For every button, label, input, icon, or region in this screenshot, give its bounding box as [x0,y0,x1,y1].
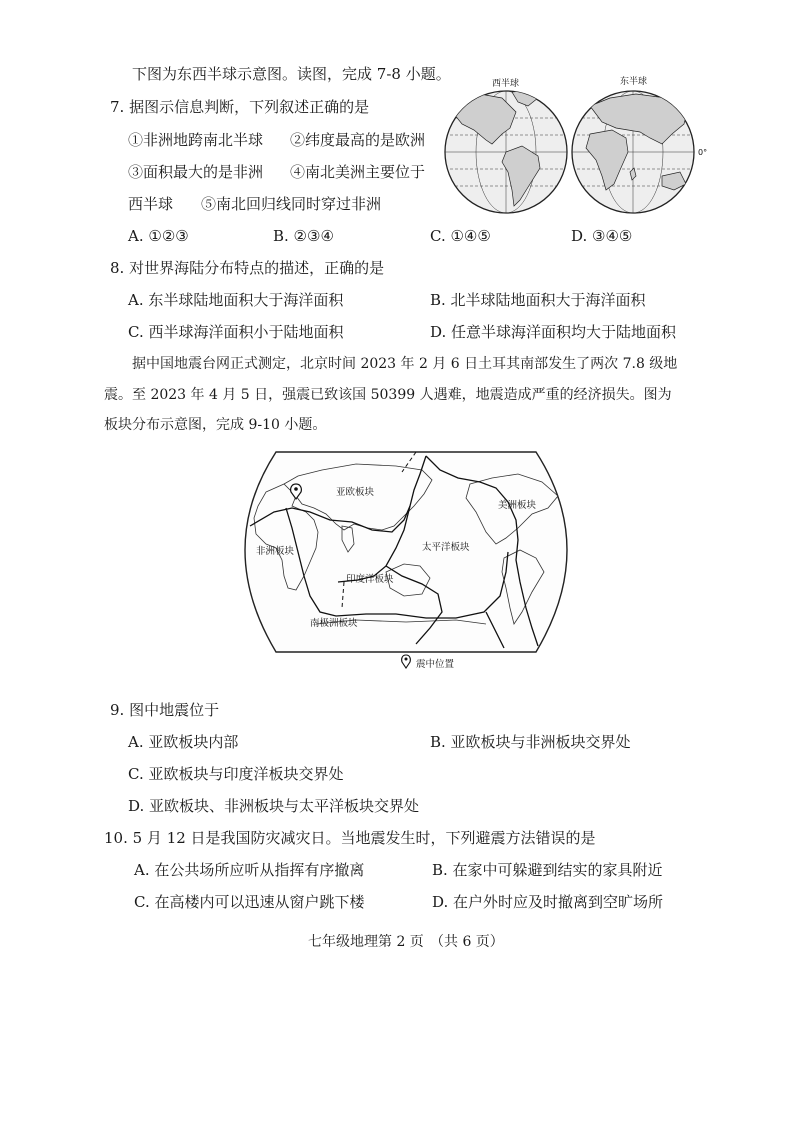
q7-option-c[interactable]: C. ①④⑤ [430,227,491,245]
question-7-stem: 7. 据图示信息判断，下列叙述正确的是 [110,98,370,116]
q7-statement-4: ④南北美洲主要位于 [290,163,426,181]
q7-statement-3: ③面积最大的是非洲 [128,163,264,181]
q10-option-c[interactable]: C. 在高楼内可以迅速从窗户跳下楼 [134,893,365,911]
q10-option-d[interactable]: D. 在户外时应及时撤离到空旷场所 [432,893,664,911]
q7-option-b[interactable]: B. ②③④ [273,227,334,245]
legend-epicenter-icon [402,655,411,668]
plate-map [226,448,586,673]
question-9-stem: 9. 图中地震位于 [110,701,220,719]
east-hemisphere-label: 东半球 [620,77,648,87]
legend-epicenter-label: 震中位置 [416,659,455,670]
west-hemisphere-label: 西半球 [492,79,520,89]
q7-statement-1: ①非洲地跨南北半球 [128,131,264,149]
q9-option-a[interactable]: A. 亚欧板块内部 [128,733,239,751]
q7-option-a[interactable]: A. ①②③ [128,227,189,245]
q9-option-c[interactable]: C. 亚欧板块与印度洋板块交界处 [128,765,344,783]
q7-statement-2: ②纬度最高的是欧洲 [290,131,426,149]
label-indian-plate: 印度洋板块 [346,574,394,585]
label-american-plate: 美洲板块 [498,500,537,511]
q7-option-d[interactable]: D. ③④⑤ [571,227,633,245]
equator-label: 0° [698,148,708,157]
passage-line-3: 板块分布示意图，完成 9-10 小题。 [104,417,327,433]
q7-statement-5: ⑤南北回归线同时穿过非洲 [201,195,382,213]
label-african-plate: 非洲板块 [256,546,295,557]
footer-page-number: 七年级地理第 2 页 [308,934,424,950]
q9-option-d[interactable]: D. 亚欧板块、非洲板块与太平洋板块交界处 [128,797,420,815]
passage-line-2: 震。至 2023 年 4 月 5 日，强震已致该国 50399 人遇难，地震造成严重的经济损失。图为 [104,387,672,403]
q7-statement-4-cont: 西半球 [128,195,174,213]
footer-total-pages: （共 6 页） [430,934,504,950]
q8-option-a[interactable]: A. 东半球陆地面积大于海洋面积 [128,291,344,309]
question-10-stem: 10. 5 月 12 日是我国防灾减灾日。当地震发生时，下列避震方法错误的是 [104,829,596,847]
q8-option-c[interactable]: C. 西半球海洋面积小于陆地面积 [128,323,344,341]
label-pacific-plate: 太平洋板块 [422,542,470,553]
intro-7-8: 下图为东西半球示意图。读图，完成 7-8 小题。 [132,65,451,83]
hemisphere-map [440,72,720,224]
q10-option-b[interactable]: B. 在家中可躲避到结实的家具附近 [432,861,663,879]
q8-option-b[interactable]: B. 北半球陆地面积大于海洋面积 [430,291,646,309]
label-eurasian-plate: 亚欧板块 [336,487,375,498]
q8-option-d[interactable]: D. 任意半球海洋面积均大于陆地面积 [430,323,677,341]
question-8-stem: 8. 对世界海陆分布特点的描述，正确的是 [110,259,385,277]
q10-option-a[interactable]: A. 在公共场所应听从指挥有序撤离 [134,861,365,879]
q9-option-b[interactable]: B. 亚欧板块与非洲板块交界处 [430,733,631,751]
label-antarctic-plate: 南极洲板块 [310,618,358,629]
passage-line-1: 据中国地震台网正式测定，北京时间 2023 年 2 月 6 日土耳其南部发生了两次 7.8 级地 [132,356,678,372]
